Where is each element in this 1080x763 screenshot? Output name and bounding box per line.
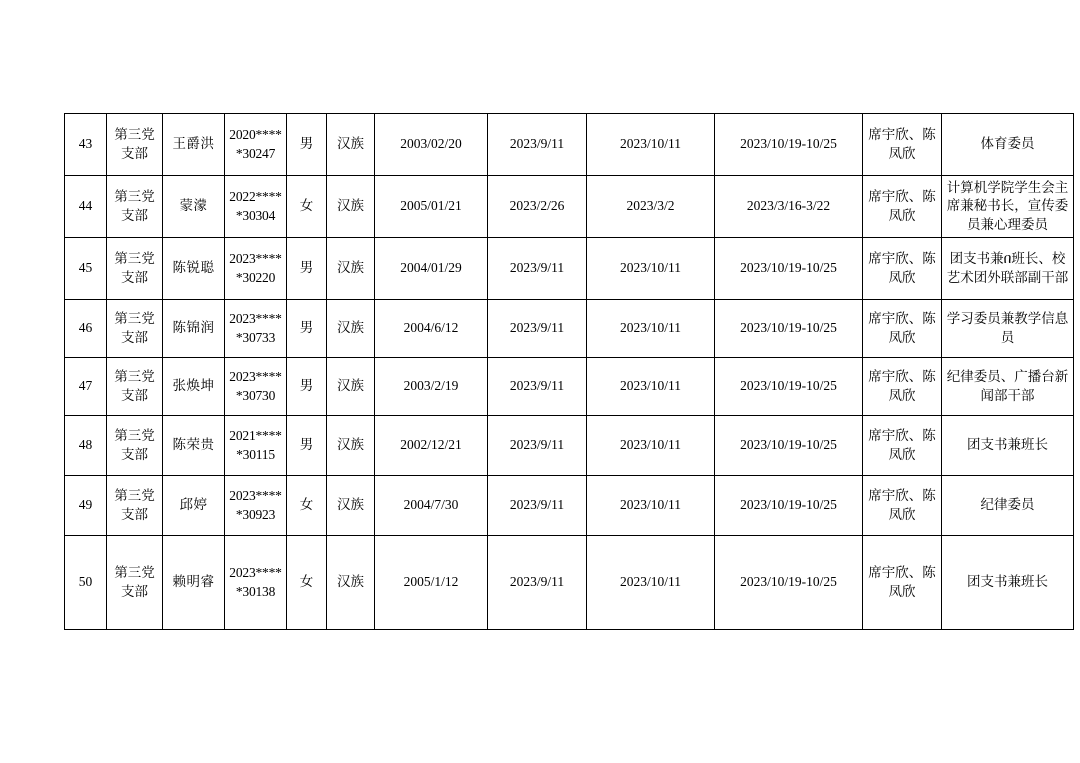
cell-gender: 女 — [287, 476, 327, 536]
cell-activist-date: 2023/10/11 — [587, 536, 715, 630]
cell-id: 2023*****30730 — [225, 358, 287, 416]
cell-branch: 第三党支部 — [107, 536, 163, 630]
cell-contacts: 席宇欣、陈凤欣 — [863, 114, 942, 176]
cell-activist-date: 2023/3/2 — [587, 176, 715, 238]
cell-activist-date: 2023/10/11 — [587, 114, 715, 176]
cell-branch: 第三党支部 — [107, 300, 163, 358]
cell-activist-date: 2023/10/11 — [587, 300, 715, 358]
cell-ethnic: 汉族 — [327, 176, 375, 238]
cell-apply-date: 2023/9/11 — [488, 536, 587, 630]
cell-publicity-date: 2023/10/19-10/25 — [715, 358, 863, 416]
cell-branch: 第三党支部 — [107, 476, 163, 536]
cell-duty: 纪律委员、广播台新闻部干部 — [942, 358, 1074, 416]
cell-gender: 男 — [287, 358, 327, 416]
cell-publicity-date: 2023/10/19-10/25 — [715, 416, 863, 476]
table-row — [65, 176, 1074, 238]
table-row — [65, 358, 1074, 416]
cell-apply-date: 2023/9/11 — [488, 114, 587, 176]
cell-ethnic: 汉族 — [327, 114, 375, 176]
cell-gender: 女 — [287, 176, 327, 238]
cell-name: 张焕坤 — [163, 358, 225, 416]
cell-id: 2022*****30304 — [225, 176, 287, 238]
cell-branch: 第三党支部 — [107, 238, 163, 300]
cell-ethnic: 汉族 — [327, 536, 375, 630]
cell-contacts: 席宇欣、陈凤欣 — [863, 416, 942, 476]
cell-activist-date: 2023/10/11 — [587, 238, 715, 300]
cell-name: 蒙濛 — [163, 176, 225, 238]
party-member-table — [64, 113, 1074, 630]
cell-name: 赖明睿 — [163, 536, 225, 630]
cell-publicity-date: 2023/3/16-3/22 — [715, 176, 863, 238]
cell-ethnic: 汉族 — [327, 416, 375, 476]
cell-ethnic: 汉族 — [327, 300, 375, 358]
cell-id: 2023*****30923 — [225, 476, 287, 536]
cell-contacts: 席宇欣、陈凤欣 — [863, 238, 942, 300]
table-row — [65, 238, 1074, 300]
cell-name: 陈锐聪 — [163, 238, 225, 300]
cell-branch: 第三党支部 — [107, 358, 163, 416]
cell-gender: 男 — [287, 238, 327, 300]
cell-duty: 团支书兼班长 — [942, 416, 1074, 476]
cell-contacts: 席宇欣、陈凤欣 — [863, 536, 942, 630]
cell-birth: 2005/01/21 — [375, 176, 488, 238]
cell-seq: 48 — [65, 416, 107, 476]
cell-ethnic: 汉族 — [327, 358, 375, 416]
cell-name: 邱婷 — [163, 476, 225, 536]
cell-duty: 团支书兼班长 — [942, 536, 1074, 630]
cell-apply-date: 2023/2/26 — [488, 176, 587, 238]
cell-publicity-date: 2023/10/19-10/25 — [715, 114, 863, 176]
table-row — [65, 114, 1074, 176]
cell-birth: 2004/7/30 — [375, 476, 488, 536]
cell-apply-date: 2023/9/11 — [488, 358, 587, 416]
cell-birth: 2004/6/12 — [375, 300, 488, 358]
cell-birth: 2004/01/29 — [375, 238, 488, 300]
cell-duty: 学习委员兼教学信息员 — [942, 300, 1074, 358]
cell-seq: 50 — [65, 536, 107, 630]
cell-birth: 2002/12/21 — [375, 416, 488, 476]
table-row — [65, 536, 1074, 630]
cell-id: 2023*****30220 — [225, 238, 287, 300]
cell-branch: 第三党支部 — [107, 416, 163, 476]
cell-name: 王爵洪 — [163, 114, 225, 176]
cell-gender: 男 — [287, 114, 327, 176]
cell-publicity-date: 2023/10/19-10/25 — [715, 300, 863, 358]
cell-gender: 男 — [287, 416, 327, 476]
cell-seq: 45 — [65, 238, 107, 300]
cell-contacts: 席宇欣、陈凤欣 — [863, 176, 942, 238]
cell-apply-date: 2023/9/11 — [488, 300, 587, 358]
cell-birth: 2003/02/20 — [375, 114, 488, 176]
cell-duty: 团支书兼በ班长、校艺术团外联部副干部 — [942, 238, 1074, 300]
cell-apply-date: 2023/9/11 — [488, 238, 587, 300]
table-container — [64, 113, 1069, 630]
cell-gender: 男 — [287, 300, 327, 358]
cell-activist-date: 2023/10/11 — [587, 476, 715, 536]
cell-apply-date: 2023/9/11 — [488, 416, 587, 476]
cell-ethnic: 汉族 — [327, 476, 375, 536]
cell-birth: 2005/1/12 — [375, 536, 488, 630]
cell-publicity-date: 2023/10/19-10/25 — [715, 238, 863, 300]
cell-name: 陈荣贵 — [163, 416, 225, 476]
cell-contacts: 席宇欣、陈凤欣 — [863, 300, 942, 358]
cell-activist-date: 2023/10/11 — [587, 358, 715, 416]
cell-branch: 第三党支部 — [107, 176, 163, 238]
cell-publicity-date: 2023/10/19-10/25 — [715, 476, 863, 536]
table-row — [65, 416, 1074, 476]
cell-gender: 女 — [287, 536, 327, 630]
cell-name: 陈锦润 — [163, 300, 225, 358]
cell-seq: 44 — [65, 176, 107, 238]
cell-seq: 47 — [65, 358, 107, 416]
cell-apply-date: 2023/9/11 — [488, 476, 587, 536]
cell-duty: 计算机学院学生会主席兼秘书长，宣传委员兼心理委员 — [942, 176, 1074, 238]
cell-seq: 46 — [65, 300, 107, 358]
cell-seq: 43 — [65, 114, 107, 176]
cell-publicity-date: 2023/10/19-10/25 — [715, 536, 863, 630]
cell-id: 2020*****30247 — [225, 114, 287, 176]
table-row — [65, 300, 1074, 358]
cell-activist-date: 2023/10/11 — [587, 416, 715, 476]
cell-duty: 纪律委员 — [942, 476, 1074, 536]
table-body — [65, 114, 1074, 630]
cell-id: 2023*****30733 — [225, 300, 287, 358]
cell-branch: 第三党支部 — [107, 114, 163, 176]
cell-seq: 49 — [65, 476, 107, 536]
cell-contacts: 席宇欣、陈凤欣 — [863, 476, 942, 536]
cell-id: 2023*****30138 — [225, 536, 287, 630]
cell-birth: 2003/2/19 — [375, 358, 488, 416]
cell-ethnic: 汉族 — [327, 238, 375, 300]
cell-contacts: 席宇欣、陈凤欣 — [863, 358, 942, 416]
cell-id: 2021*****30115 — [225, 416, 287, 476]
table-row — [65, 476, 1074, 536]
cell-duty: 体育委员 — [942, 114, 1074, 176]
